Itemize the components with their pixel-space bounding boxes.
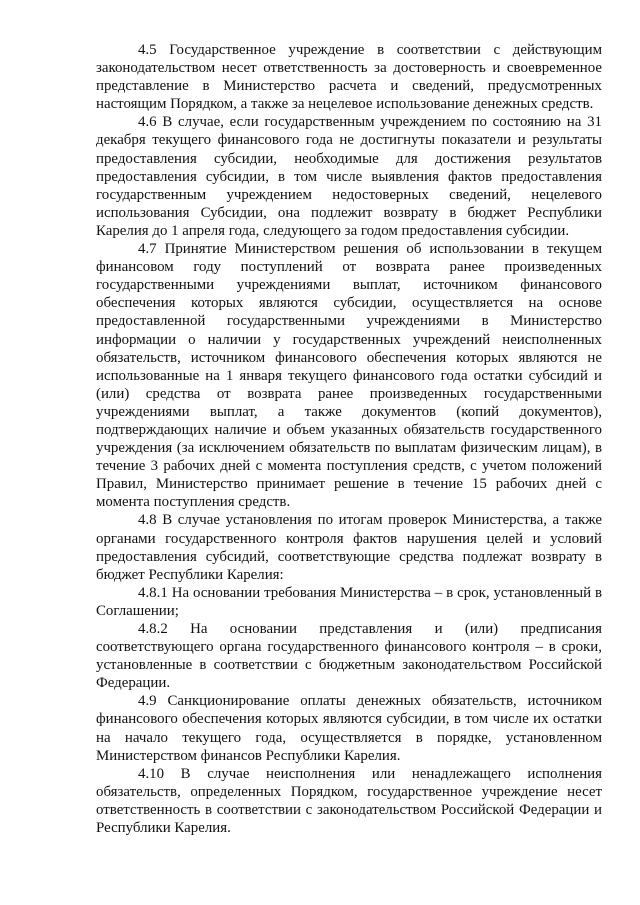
document-page [96,41,602,837]
paragraph-4-8-1: 4.8.1 На основании требования Министерства – в срок, установленный в Соглашении; [96,584,602,619]
paragraph-4-7: 4.7 Принятие Министерством решения об использовании в текущем финансовом году поступлений от возврата ранее произведенных государственными учреждениями выплат, источником финансового обеспечения которых являются субсидии, осуществляется на основе предоставленной государственными учреждениями в Министерство информации о наличии у государственных учреждений неисполненных обязательств, источником финансового обеспечения которых являются не использованные на 1 января текущего финансового года остатки субсидий и (или) средства от возврата ранее произведенных государственными учреждениями выплат, а также документов (копий документов), подтверждающих наличие и объем указанных обязательств государственного учреждения (за исключением обязательств по выплатам физическим лицам), в течение 3 рабочих дней с момента поступления средств, с учетом положений Правил, Министерство принимает решение в течение 15 рабочих дней с момента поступления средств. [96,241,602,511]
paragraph-4-8-2: 4.8.2 На основании представления и (или) предписания соответствующего органа государственного финансового контроля – в сроки, установленные в соответствии с бюджетным законодательством Российской Федерации. [96,621,602,692]
paragraph-4-5: 4.5 Государственное учреждение в соответствии с действующим законодательством несет ответственность за достоверность и своевременное представление в Министерство расчета и сведений, предусмотренных настоящим Порядком, а также за нецелевое использование денежных средств. [96,42,602,113]
paragraph-4-10: 4.10 В случае неисполнения или ненадлежащего исполнения обязательств, определенных Порядком, государственное учреждение несет ответственность в соответствии с законодательством Российской Федерации и Республики Карелия. [96,765,602,837]
paragraph-4-9: 4.9 Санкционирование оплаты денежных обязательств, источником финансового обеспечения которых являются субсидии, в том числе их остатки на начало текущего года, осуществляется в порядке, установленном Министерством финансов Республики Карелия. [96,693,602,764]
paragraph-4-6: 4.6 В случае, если государственным учреждением по состоянию на 31 декабря текущего финансового года не достигнуты показатели и результаты предоставления субсидии, необходимые для достижения результатов предоставления субсидии, в том числе выявления фактов предоставления государственным учреждением недостоверных сведений, нецелевого использования Субсидии, она подлежит возврату в бюджет Республики Карелия до 1 апреля года, следующего за годом предоставления субсидии. [96,114,602,239]
paragraph-4-8: 4.8 В случае установления по итогам проверок Министерства, а также органами государственного контроля фактов нарушения целей и условий предоставления субсидий, соответствующие средства подлежат возврату в бюджет Республики Карелия: [96,512,602,583]
